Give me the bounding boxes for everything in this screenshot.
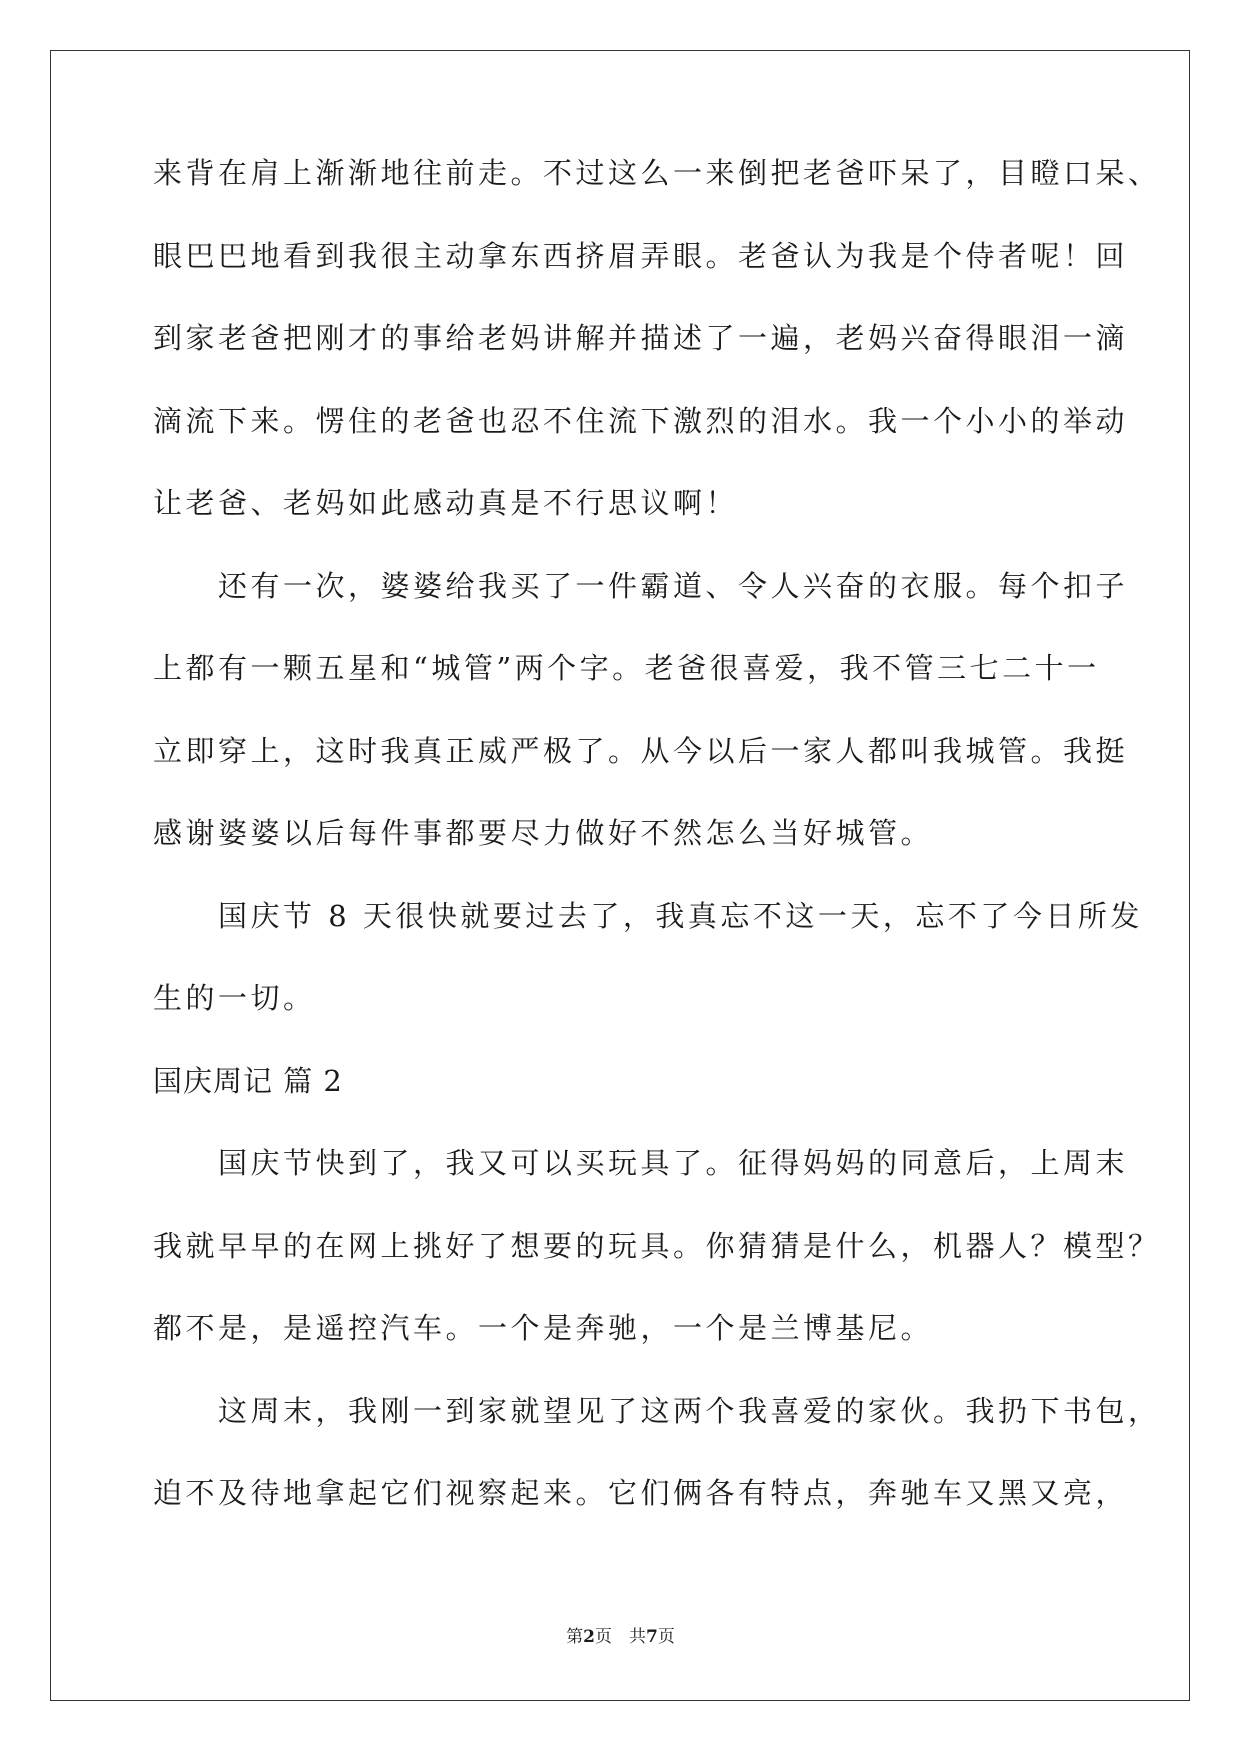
text-line: 来背在肩上渐渐地往前走。不过这么一来倒把老爸吓呆了，目瞪口呆、	[153, 156, 1161, 190]
page-footer	[0, 1622, 1241, 1647]
text-line: 都不是，是遥控汽车。一个是奔驰，一个是兰博基尼。	[153, 1311, 934, 1345]
text-line: 这周末，我刚一到家就望见了这两个我喜爱的家伙。我扔下书包，	[153, 1393, 1161, 1428]
page-current: 2	[583, 1627, 595, 1647]
text-line: 迫不及待地拿起它们视察起来。它们俩各有特点，奔驰车又黑又亮，	[153, 1476, 1129, 1510]
text-line: 让老爸、老妈如此感动真是不行思议啊！	[153, 486, 739, 520]
text-line: 国庆节快到了，我又可以买玩具了。征得妈妈的同意后，上周末	[153, 1146, 1129, 1180]
text-line: 眼巴巴地看到我很主动拿东西挤眉弄眼。老爸认为我是个侍者呢！回	[153, 238, 1129, 273]
text-line: 滴流下来。愣住的老爸也忍不住流下激烈的泪水。我一个小小的举动	[153, 403, 1129, 438]
page-total: 7	[646, 1627, 658, 1647]
text-line: 立即穿上，这时我真正威严极了。从今以后一家人都叫我城管。我挺	[153, 733, 1129, 768]
page-suffix: 页	[657, 1627, 675, 1647]
document-body	[153, 152, 1161, 1555]
text-line: 我就早早的在网上挑好了想要的玩具。你猜猜是什么，机器人？模型？	[153, 1228, 1161, 1263]
text-line: 上都有一颗五星和“城管”两个字。老爸很喜爱，我不管三七二十一	[153, 651, 1100, 685]
section-heading: 国庆周记 篇 2	[153, 1063, 343, 1098]
text-line: 生的一切。	[153, 981, 316, 1015]
page-prefix: 第	[566, 1627, 584, 1647]
text-line: 感谢婆婆以后每件事都要尽力做好不然怎么当好城管。	[153, 816, 934, 850]
text-line: 还有一次，婆婆给我买了一件霸道、令人兴奋的衣服。每个扣子	[153, 568, 1129, 603]
text-line: 到家老爸把刚才的事给老妈讲解并描述了一遍，老妈兴奋得眼泪一滴	[153, 321, 1129, 355]
text-line: 国庆节 8 天很快就要过去了，我真忘不这一天，忘不了今日所发	[153, 898, 1143, 933]
page-mid: 页 共	[595, 1627, 646, 1647]
